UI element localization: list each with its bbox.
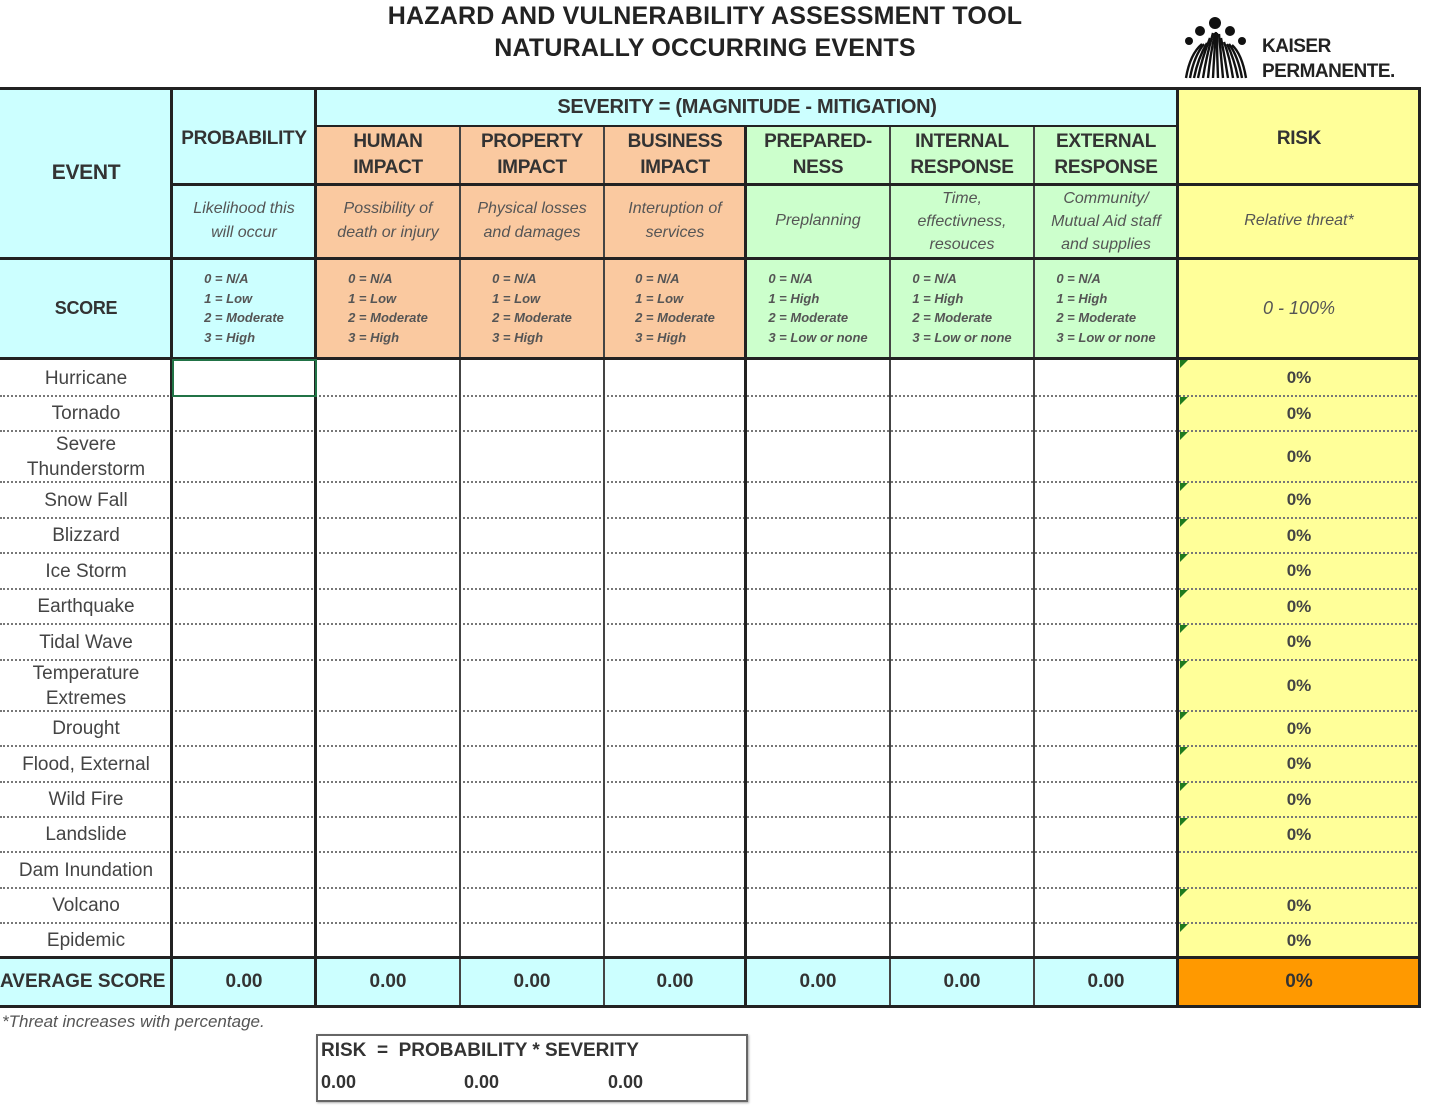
row-divider [0, 659, 1420, 661]
event-name: Wild Fire [48, 789, 124, 810]
event-name: Flood, External [22, 753, 150, 775]
scale-text: 3 = High [204, 329, 256, 345]
risk-value: 0% [1286, 525, 1312, 545]
desc-text: death or injury [337, 224, 439, 241]
formula-indicator-icon [1180, 747, 1188, 755]
risk-value: 0% [1286, 596, 1312, 616]
desc-internal-response [890, 184, 1034, 258]
scale-text: 2 = Moderate [912, 310, 993, 325]
scale-text: 0 = N/A [1056, 271, 1101, 286]
header-text: RESPONSE [1054, 157, 1158, 178]
row-divider [0, 552, 1420, 554]
risk-formula-box [316, 1034, 748, 1102]
desc-text: resouces [929, 235, 995, 253]
desc-text: Interuption of [628, 200, 722, 217]
col-header-event: EVENT [0, 88, 172, 258]
formula-indicator-icon [1180, 519, 1188, 527]
severity-group-header: SEVERITY = (MAGNITUDE - MITIGATION) [316, 88, 1178, 126]
event-name: Drought [52, 718, 120, 739]
risk-value: 0% [1286, 718, 1312, 738]
event-name: Severe Thunderstorm [26, 433, 146, 480]
scale-text: 1 = Low [492, 290, 541, 306]
header-text: PROPERTY [480, 131, 584, 152]
header-text: IMPACT [640, 157, 710, 178]
event-name: Ice Storm [45, 560, 127, 582]
risk-value: 0% [1286, 754, 1312, 773]
risk-value: 0% [1286, 368, 1312, 387]
col-header-internal-response [890, 126, 1034, 184]
desc-text: will occur [211, 224, 277, 241]
col-header-preparedness [746, 126, 890, 184]
event-name: Temperature Extremes [32, 662, 140, 709]
desc-text: Physical losses [477, 200, 587, 217]
desc-text: Community/ [1063, 189, 1149, 207]
header-text: PREPARED- [764, 131, 872, 152]
row-divider [0, 851, 1420, 853]
column-divider [170, 88, 173, 1006]
desc-probability [172, 184, 316, 258]
formula-indicator-icon [1180, 783, 1188, 791]
average-internal-response: 0.00 [890, 958, 1034, 1006]
scale-text: 3 = High [635, 329, 687, 345]
risk-value: 0% [1286, 895, 1312, 915]
scale-text: 1 = Low [635, 290, 684, 306]
formula-indicator-icon [1180, 483, 1188, 491]
header-text: IMPACT [353, 157, 423, 178]
header-text: BUSINESS [627, 131, 723, 152]
row-divider [0, 745, 1420, 747]
header-text: INTERNAL [915, 131, 1009, 152]
scale-text: 0 = N/A [204, 271, 249, 286]
row-divider [0, 430, 1420, 432]
footnote: *Threat increases with percentage. [2, 1012, 265, 1031]
header-divider [172, 183, 1421, 186]
table-bottom-border [0, 1005, 1421, 1008]
score-range-risk: 0 - 100% [1178, 258, 1420, 358]
risk-value: 0% [1286, 490, 1312, 509]
average-external-response: 0.00 [1034, 958, 1178, 1006]
header-text: HUMAN [353, 131, 423, 152]
average-human-impact: 0.00 [316, 958, 460, 1006]
desc-text: Possibility of [343, 200, 433, 217]
average-probability: 0.00 [172, 958, 316, 1006]
scale-text: 1 = High [1056, 290, 1108, 306]
formula-indicator-icon [1180, 924, 1188, 932]
average-property-impact: 0.00 [460, 958, 604, 1006]
average-score-label: AVERAGE SCORE [0, 958, 172, 1006]
header-text: EXTERNAL [1056, 131, 1156, 152]
score-scale-business [604, 258, 746, 358]
scale-text: 3 = High [348, 329, 400, 345]
score-scale-probability [172, 258, 316, 358]
formula-risk-value: 0.00 [321, 1072, 357, 1092]
formula-indicator-icon [1180, 360, 1188, 368]
col-header-probability: PROBABILITY [172, 88, 316, 184]
col-header-business-impact [604, 126, 746, 184]
event-name: Epidemic [46, 930, 126, 951]
desc-preparedness: Preplanning [746, 184, 890, 258]
scale-text: 0 = N/A [912, 271, 957, 286]
header-divider [316, 125, 1178, 127]
event-name: Earthquake [37, 596, 135, 617]
col-header-property-impact [460, 126, 604, 184]
score-scale-external [1034, 258, 1178, 358]
desc-human-impact [316, 184, 460, 258]
score-scale-preparedness [746, 258, 890, 358]
risk-value: 0% [1286, 403, 1312, 423]
scale-text: 0 = N/A [492, 271, 537, 286]
scale-text: 3 = Low or none [768, 329, 868, 345]
desc-text: effectivness, [917, 212, 1007, 230]
score-scale-human [316, 258, 460, 358]
average-preparedness: 0.00 [746, 958, 890, 1006]
event-name: Volcano [52, 895, 120, 916]
formula-indicator-icon [1180, 432, 1188, 440]
event-name: Snow Fall [44, 489, 128, 511]
row-divider [0, 710, 1420, 712]
event-name: Tornado [51, 403, 121, 424]
risk-value: 0% [1286, 824, 1312, 844]
scale-text: 0 = N/A [635, 271, 680, 286]
event-name: Hurricane [44, 367, 128, 389]
risk-value: 0% [1286, 561, 1312, 580]
header-text: RESPONSE [910, 157, 1014, 178]
desc-text: Time, [942, 189, 982, 207]
scale-text: 2 = Moderate [204, 310, 284, 325]
formula-indicator-icon [1180, 712, 1188, 720]
average-row-top-border [0, 956, 1421, 959]
logo-text-kaiser: KAISER [1262, 36, 1331, 57]
desc-text: services [645, 224, 705, 241]
scale-text: 2 = Moderate [1056, 310, 1137, 325]
risk-value: 0% [1286, 446, 1312, 466]
risk-value: 0% [1286, 675, 1312, 695]
scale-text: 1 = Low [204, 290, 253, 306]
scale-text: 0 = N/A [348, 271, 393, 286]
header-text: NESS [792, 157, 844, 178]
formula-label: RISK = PROBABILITY * SEVERITY [321, 1040, 639, 1061]
event-name: Landslide [45, 824, 127, 845]
scale-text: 0 = N/A [768, 271, 813, 286]
scale-text: 2 = Moderate [348, 310, 428, 325]
formula-indicator-icon [1180, 889, 1188, 897]
row-divider [0, 922, 1420, 924]
scale-text: 1 = High [912, 290, 964, 306]
desc-text: Likelihood this [193, 200, 295, 217]
scale-text: 1 = Low [348, 290, 397, 306]
row-divider [0, 588, 1420, 590]
event-name: Dam Inundation [18, 859, 154, 881]
scale-text: 2 = Moderate [492, 310, 572, 325]
desc-business-impact [604, 184, 746, 258]
desc-external-response [1034, 184, 1178, 258]
risk-value: 0% [1286, 632, 1312, 651]
scale-text: 2 = Moderate [635, 310, 715, 325]
row-divider [0, 623, 1420, 625]
column-divider [314, 88, 317, 1006]
title-line-1: HAZARD AND VULNERABILITY ASSESSMENT TOOL [387, 2, 1023, 30]
score-label: SCORE [0, 258, 172, 358]
formula-indicator-icon [1180, 554, 1188, 562]
score-scale-internal [890, 258, 1034, 358]
desc-property-impact [460, 184, 604, 258]
col-header-risk: RISK [1178, 88, 1420, 184]
risk-value: 0% [1286, 789, 1312, 809]
risk-value [1178, 852, 1420, 888]
event-name: Tidal Wave [39, 631, 133, 653]
formula-indicator-icon [1180, 590, 1188, 598]
header-divider [0, 257, 1421, 260]
desc-text: and supplies [1061, 235, 1151, 253]
row-divider [0, 781, 1420, 783]
formula-probability-value: 0.00 [464, 1072, 500, 1092]
row-divider [0, 887, 1420, 889]
score-input-grid[interactable] [172, 358, 1178, 958]
scale-text: 2 = Moderate [768, 310, 849, 325]
column-divider [1176, 88, 1179, 1006]
formula-indicator-icon [1180, 397, 1188, 405]
table-top-border [0, 87, 1421, 90]
event-name: Blizzard [52, 525, 120, 546]
formula-indicator-icon [1180, 625, 1188, 633]
formula-indicator-icon [1180, 818, 1188, 826]
row-divider [0, 816, 1420, 818]
desc-risk: Relative threat* [1178, 184, 1420, 258]
risk-value: 0% [1286, 930, 1312, 950]
header-text: IMPACT [497, 157, 567, 178]
score-scale-property [460, 258, 604, 358]
desc-text: Mutual Aid staff [1051, 212, 1161, 230]
row-divider [0, 481, 1420, 483]
scale-text: 3 = High [492, 329, 544, 345]
selected-cell[interactable] [172, 359, 317, 397]
title-line-2: NATURALLY OCCURRING EVENTS [494, 34, 916, 62]
scale-text: 3 = Low or none [1056, 329, 1156, 345]
col-header-external-response [1034, 126, 1178, 184]
scale-text: 3 = Low or none [912, 329, 1012, 345]
kaiser-logo-icon [1182, 16, 1250, 80]
scale-text: 1 = High [768, 290, 820, 306]
formula-indicator-icon [1180, 661, 1188, 669]
formula-severity-value: 0.00 [608, 1072, 644, 1092]
average-risk-total: 0% [1178, 958, 1420, 1006]
desc-text: and damages [483, 224, 581, 241]
col-header-human-impact [316, 126, 460, 184]
row-divider [0, 517, 1420, 519]
average-business-impact: 0.00 [604, 958, 746, 1006]
logo-text-permanente: PERMANENTE. [1262, 61, 1395, 82]
table-right-border [1418, 88, 1421, 1006]
